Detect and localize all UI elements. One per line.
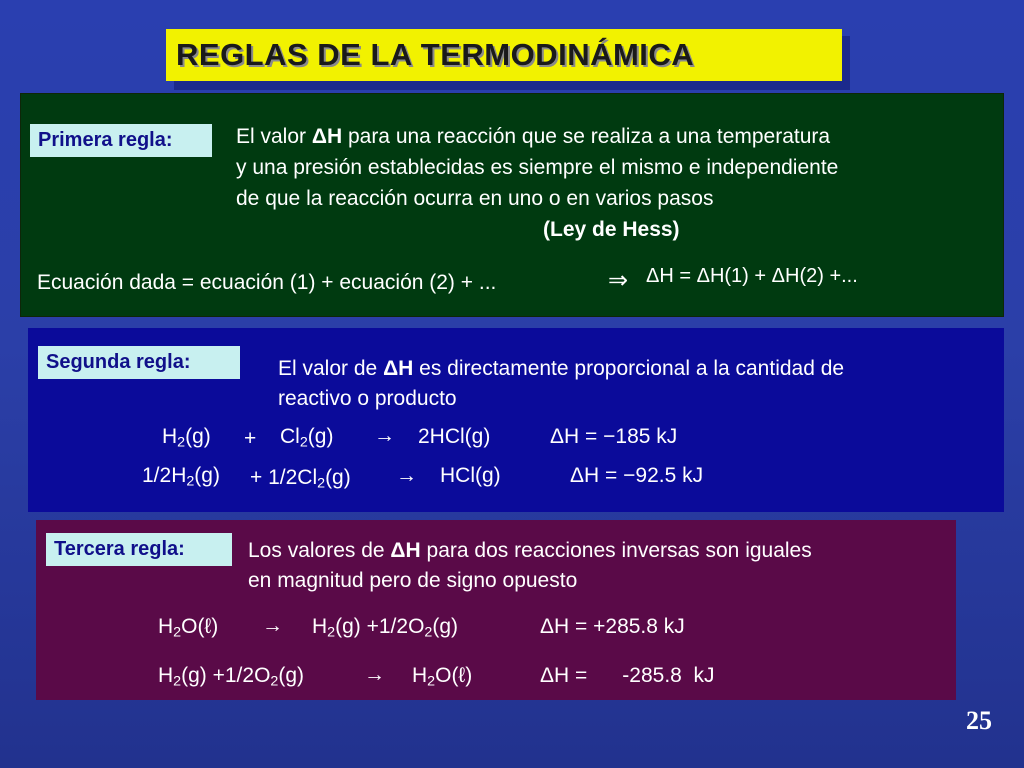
slide-title: REGLAS DE LA TERMODINÁMICA: [176, 37, 695, 72]
rule1-equation-text: Ecuación dada = ecuación (1) + ecuación (2) + ...: [37, 271, 497, 294]
slide-number: 25: [966, 706, 992, 735]
rule1-text-line2: y una presión establecidas es siempre el mismo e independiente: [236, 156, 839, 179]
rule1-equation-result: ΔH = ΔH(1) + ΔH(2) +...: [646, 265, 858, 287]
rule3-eq2-product: $H_2O(\ell)$: [412, 664, 473, 690]
rule2-eq2-arrow: →: [396, 464, 417, 487]
rule1-text-line1: El valor ΔH para una reacción que se realiza a una temperatura: [236, 125, 831, 148]
rule2-eq2-product: HCl(g): [440, 464, 501, 487]
title-box: [166, 29, 842, 81]
rule2-eq1-product: 2HCl(g): [418, 425, 491, 448]
rule2-eq2-reactant2: + $1/2Cl_2(g)$: [250, 466, 351, 492]
rule3-label: Tercera regla:: [46, 533, 232, 566]
rule3-text-line1: Los valores de ΔH para dos reacciones inversas son iguales: [248, 539, 812, 562]
rule3-eq2-enthalpy: ΔH = -285.8 kJ: [540, 664, 715, 687]
rule2-eq2-reactant1: $1/2H_2(g)$: [142, 464, 220, 490]
rule2-eq1-reactant2: $Cl_2(g)$: [280, 425, 334, 451]
rule3-text-line2: en magnitud pero de signo opuesto: [248, 569, 578, 592]
rule1-label: Primera regla:: [30, 124, 212, 157]
rule2-text-line1: El valor de ΔH es directamente proporcional a la cantidad de: [278, 357, 845, 380]
rule2-eq1-arrow: →: [374, 424, 395, 447]
rule2-label: Segunda regla:: [38, 346, 240, 379]
rule3-eq1-products: $H_2(g) +1/2O_2(g)$: [312, 615, 459, 641]
rule3-eq1-enthalpy: ΔH = +285.8 kJ: [540, 615, 685, 638]
rule3-eq1-arrow: →: [262, 614, 283, 637]
rule2-eq1-enthalpy: ΔH = −185 kJ: [550, 425, 678, 448]
rule2-eq1-reactant1: $H_2(g)$: [162, 425, 211, 451]
rule3-eq2-reactants: $H_2(g) +1/2O_2(g)$: [158, 664, 305, 690]
rule2-text-line2: reactivo o producto: [278, 387, 457, 410]
rule2-eq1-plus: +: [244, 427, 257, 450]
rule3-eq1-reactant: $H_2O(\ell)$: [158, 615, 219, 641]
rule2-eq2-enthalpy: ΔH = −92.5 kJ: [570, 464, 704, 487]
rule3-eq2-arrow: →: [364, 663, 385, 686]
rule1-text-line3: de que la reacción ocurra en uno o en varios pasos: [236, 187, 714, 210]
hess-law-label: (Ley de Hess): [543, 218, 680, 241]
implies-arrow: ⇒: [608, 267, 629, 294]
